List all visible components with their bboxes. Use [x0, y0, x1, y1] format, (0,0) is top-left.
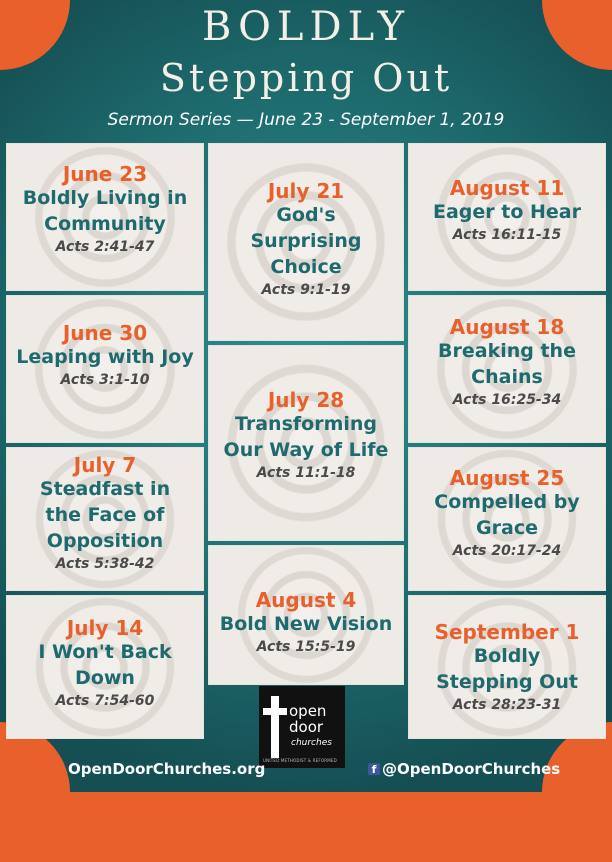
- series-title-line1: BOLDLY: [202, 4, 410, 50]
- open-door-churches-logo: [259, 686, 345, 768]
- sermon-date: July 14: [66, 616, 144, 640]
- sermon-scripture: Acts 16:25-34: [452, 392, 562, 408]
- sermon-card: [6, 163, 204, 257]
- sermon-title-line: Chains: [471, 366, 543, 388]
- sermon-title-line: Surprising: [250, 230, 362, 252]
- sermon-scripture: Acts 28:23-31: [452, 697, 562, 713]
- sermon-card: [6, 322, 204, 390]
- sermon-title-line: Compelled by: [434, 491, 580, 513]
- sermon-card: [208, 589, 404, 657]
- sermon-date: June 30: [62, 321, 148, 345]
- sermon-card: [6, 454, 204, 574]
- sermon-card: [6, 617, 204, 711]
- facebook-link[interactable]: [368, 760, 560, 778]
- sermon-scripture: Acts 16:11-15: [452, 227, 562, 243]
- sermon-card: [408, 467, 606, 561]
- sermon-title-line: Boldly: [473, 645, 541, 667]
- facebook-icon: f: [368, 763, 380, 775]
- sermon-scripture: Acts 15:5-19: [256, 639, 356, 655]
- sermon-scripture: Acts 9:1-19: [261, 282, 351, 298]
- logo-text: door: [289, 718, 324, 736]
- logo-text: churches: [291, 738, 332, 748]
- series-subtitle: Sermon Series — June 23 - September 1, 2019: [107, 110, 505, 130]
- sermon-title-line: Choice: [270, 256, 342, 278]
- sermon-scripture: Acts 20:17-24: [452, 543, 562, 559]
- sermon-card: [408, 316, 606, 410]
- sermon-scripture: Acts 5:38-42: [55, 556, 155, 572]
- sermon-date: July 7: [73, 453, 137, 477]
- sermon-date: September 1: [434, 620, 580, 644]
- cross-icon: [263, 708, 287, 715]
- website-link[interactable]: OpenDoorChurches.org: [68, 760, 266, 778]
- sermon-title-line: the Face of: [45, 504, 165, 526]
- sermon-date: August 4: [255, 588, 357, 612]
- sermon-title-line: Stepping Out: [436, 671, 578, 693]
- sermon-date: August 18: [449, 315, 565, 339]
- sermon-title-line: Leaping with Joy: [16, 346, 194, 368]
- sermon-title-line: Bold New Vision: [219, 613, 393, 635]
- sermon-card: [208, 389, 404, 483]
- sermon-date: June 23: [62, 162, 148, 186]
- sermon-title-line: Transforming: [234, 413, 378, 435]
- series-title-line2: Stepping Out: [159, 56, 453, 100]
- sermon-title-line: Eager to Hear: [432, 201, 581, 223]
- sermon-scripture: Acts 11:1-18: [256, 465, 356, 481]
- facebook-handle: @OpenDoorChurches: [382, 760, 561, 778]
- sermon-title-line: Boldly Living in: [22, 187, 188, 209]
- logo-text: open: [289, 702, 327, 720]
- sermon-title-line: Down: [75, 667, 135, 689]
- sermon-date: August 25: [449, 466, 565, 490]
- sermon-scripture: Acts 7:54-60: [55, 693, 155, 709]
- sermon-title-line: Grace: [476, 517, 538, 539]
- sermon-title-line: Steadfast in: [39, 478, 171, 500]
- sermon-date: July 21: [267, 179, 345, 203]
- sermon-card: [408, 177, 606, 245]
- sermon-scripture: Acts 2:41-47: [55, 239, 155, 255]
- sermon-title-line: I Won't Back: [38, 641, 172, 663]
- sermon-title-line: Breaking the: [438, 340, 576, 362]
- sermon-title-line: Community: [44, 213, 166, 235]
- sermon-title-line: God's: [276, 204, 336, 226]
- sermon-card: [208, 180, 404, 300]
- sermon-card: [408, 621, 606, 715]
- sermon-date: July 28: [267, 388, 345, 412]
- sermon-date: August 11: [449, 176, 565, 200]
- sermon-title-line: Our Way of Life: [223, 439, 389, 461]
- cross-icon: [271, 696, 279, 758]
- sermon-scripture: Acts 3:1-10: [60, 372, 150, 388]
- sermon-title-line: Opposition: [46, 530, 164, 552]
- logo-tagline: UNITED METHODIST & REFORMED: [263, 758, 337, 763]
